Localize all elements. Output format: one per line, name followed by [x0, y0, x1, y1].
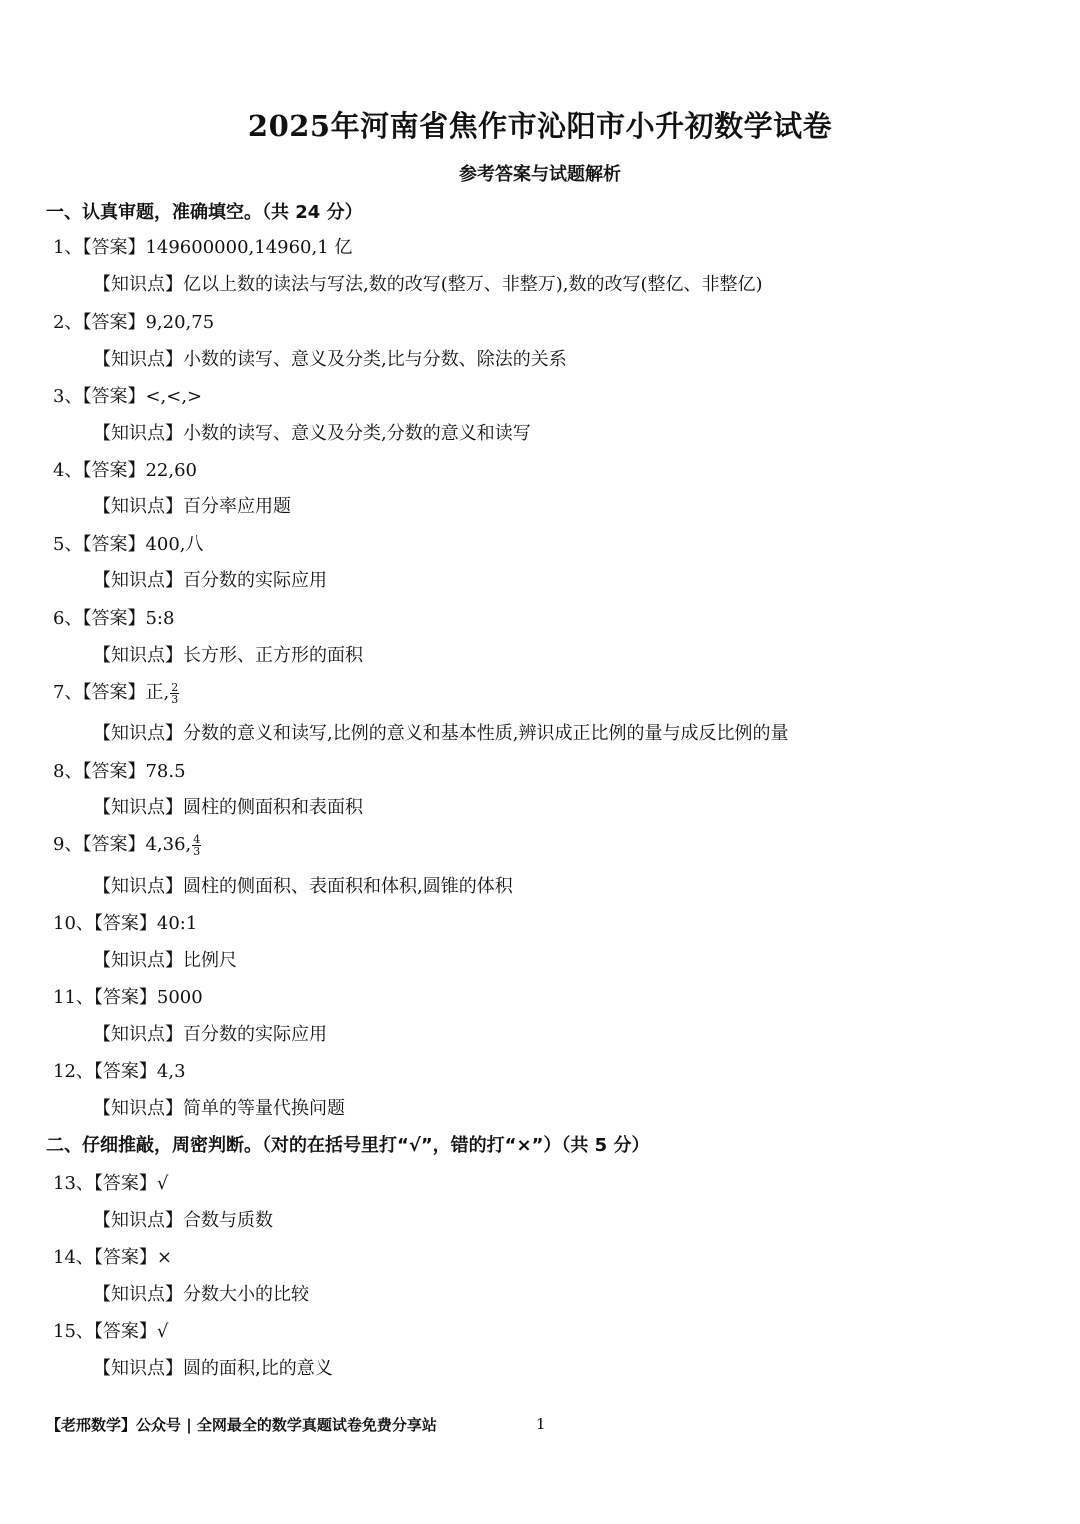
section-heading-2: 二、仔细推敲，周密判断。（对的在括号里打“√”，错的打“×”）（共 5 分） — [46, 1135, 650, 1156]
answer-line-3: 3、【答案】<,<,> — [53, 386, 203, 407]
knowledge-point-7: 【知识点】分数的意义和读写,比例的意义和基本性质,辨识成正比例的量与成反比例的量 — [93, 723, 789, 744]
knowledge-point-12: 【知识点】简单的等量代换问题 — [93, 1098, 345, 1119]
answer-text-7: 7、【答案】正, — [53, 682, 170, 703]
answer-line-4: 4、【答案】22,60 — [53, 460, 197, 481]
knowledge-point-9: 【知识点】圆柱的侧面积、表面积和体积,圆锥的体积 — [93, 876, 513, 897]
fraction-denominator: 3 — [193, 844, 201, 858]
knowledge-point-14: 【知识点】分数大小的比较 — [93, 1284, 309, 1305]
answer-line-14: 14、【答案】× — [53, 1247, 172, 1268]
answer-line-9 — [53, 830, 201, 857]
fraction-numerator: 2 — [171, 680, 179, 694]
answer-text-9: 9、【答案】4,36, — [53, 834, 192, 855]
page-subtitle: 参考答案与试题解析 — [459, 164, 621, 185]
answer-line-12: 12、【答案】4,3 — [53, 1061, 186, 1082]
answer-line-15: 15、【答案】√ — [53, 1321, 169, 1342]
footer-text: 【老邢数学】公众号 | 全网最全的数学真题试卷免费分享站 — [46, 1416, 437, 1434]
knowledge-point-5: 【知识点】百分数的实际应用 — [93, 570, 327, 591]
answer-line-1: 1、【答案】149600000,14960,1 亿 — [53, 237, 353, 258]
answer-line-7 — [53, 678, 179, 705]
section-heading-1: 一、认真审题，准确填空。（共 24 分） — [46, 202, 363, 223]
answer-line-13: 13、【答案】√ — [53, 1173, 169, 1194]
knowledge-point-15: 【知识点】圆的面积,比的意义 — [93, 1358, 333, 1379]
fraction-two-thirds — [170, 682, 179, 705]
knowledge-point-2: 【知识点】小数的读写、意义及分类,比与分数、除法的关系 — [93, 349, 567, 370]
answer-line-11: 11、【答案】5000 — [53, 987, 203, 1008]
knowledge-point-6: 【知识点】长方形、正方形的面积 — [93, 645, 363, 666]
fraction-four-thirds — [192, 834, 201, 857]
answer-line-10: 10、【答案】40:1 — [53, 913, 198, 934]
knowledge-point-3: 【知识点】小数的读写、意义及分类,分数的意义和读写 — [93, 423, 531, 444]
knowledge-point-4: 【知识点】百分率应用题 — [93, 496, 291, 517]
answer-line-5: 5、【答案】400,八 — [53, 534, 204, 555]
page-title: 2025年河南省焦作市沁阳市小升初数学试卷 — [247, 109, 833, 143]
knowledge-point-1: 【知识点】亿以上数的读法与写法,数的改写(整万、非整万),数的改写(整亿、非整亿) — [93, 274, 763, 295]
answer-line-8: 8、【答案】78.5 — [53, 761, 186, 782]
knowledge-point-11: 【知识点】百分数的实际应用 — [93, 1024, 327, 1045]
knowledge-point-10: 【知识点】比例尺 — [93, 950, 237, 971]
fraction-denominator: 3 — [171, 692, 179, 706]
knowledge-point-8: 【知识点】圆柱的侧面积和表面积 — [93, 797, 363, 818]
fraction-numerator: 4 — [193, 832, 201, 846]
knowledge-point-13: 【知识点】合数与质数 — [93, 1210, 273, 1231]
answer-line-6: 6、【答案】5:8 — [53, 608, 175, 629]
page-number: 1 — [536, 1415, 546, 1433]
answer-line-2: 2、【答案】9,20,75 — [53, 312, 215, 333]
